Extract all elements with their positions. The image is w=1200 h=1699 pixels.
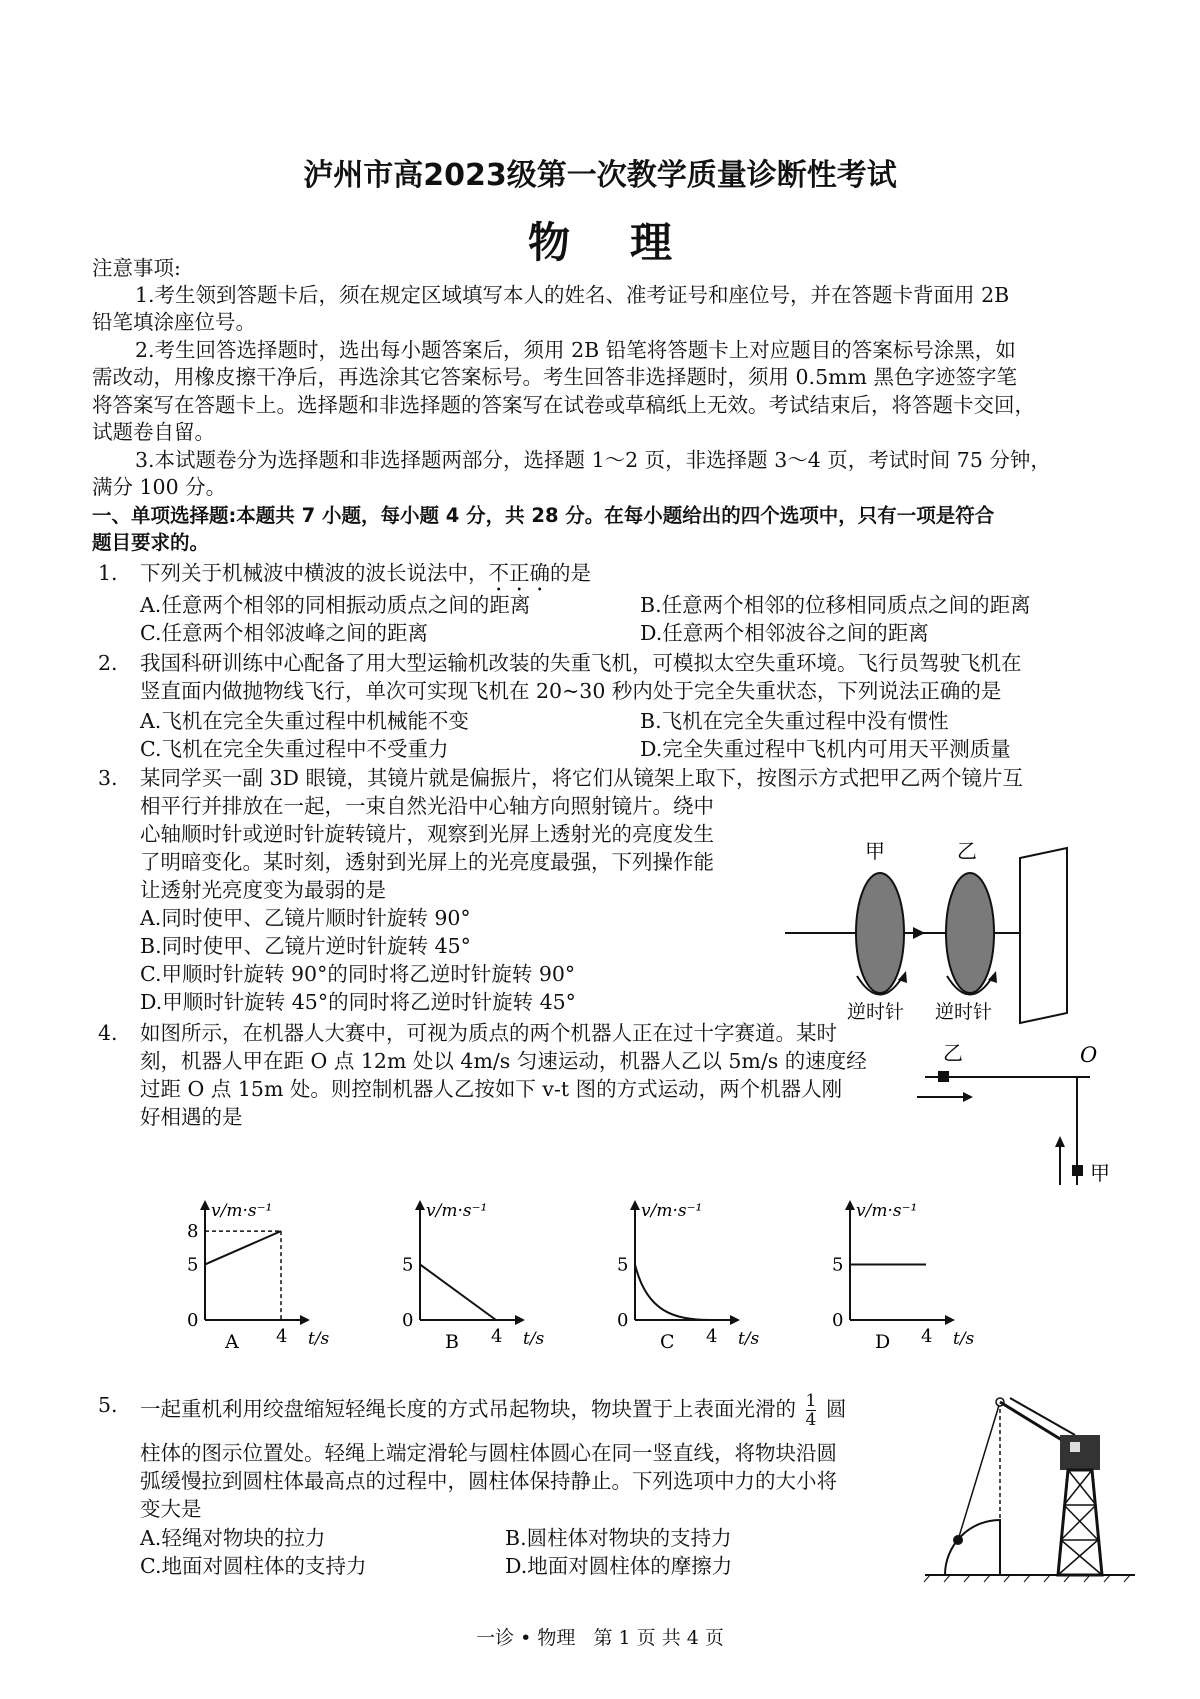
series-line <box>205 1231 281 1264</box>
x-tick-label: 4 <box>706 1326 718 1347</box>
x-tick-label: 4 <box>491 1326 503 1347</box>
y-tick-label: 8 <box>187 1221 199 1243</box>
q1-option-b: B.任意两个相邻的位移相同质点之间的距离 <box>640 593 1031 617</box>
fig-label-jia: 甲 <box>865 839 885 863</box>
vt-chart-d <box>820 1200 975 1350</box>
q4-line3: 过距 O 点 15m 处。则控制机器人乙按如下 v-t 图的方式运动，两个机器人刚 <box>140 1077 843 1101</box>
notice-item2-line2: 需改动，用橡皮擦干净后，再选涂其它答案标号。考生回答非选择题时，须用 0.5mm 黑色字迹签字笔 <box>92 365 1018 389</box>
q3-line2: 相平行并排放在一起，一束自然光沿中心轴方向照射镜片。绕中 <box>140 794 714 818</box>
q2-option-a: A.飞机在完全失重过程中机械能不变 <box>140 709 469 733</box>
robot-yi <box>938 1071 949 1082</box>
q5-option-d: D.地面对圆柱体的摩擦力 <box>505 1554 733 1578</box>
light-arrow <box>913 927 925 939</box>
q4-line2: 刻，机器人甲在距 O 点 12m 处以 4m/s 匀速运动，机器人乙以 5m/s 的速度经 <box>140 1049 867 1073</box>
y-axis-label: v/m·s⁻¹ <box>426 1201 488 1221</box>
fig-label-ccw-jia: 逆时针 <box>847 1001 905 1023</box>
subject-title: 物理 <box>527 218 732 267</box>
y-axis-label: v/m·s⁻¹ <box>641 1201 703 1221</box>
vt-chart-a <box>175 1200 330 1350</box>
cab-window <box>1070 1442 1080 1452</box>
q3-option-a: A.同时使甲、乙镜片顺时针旋转 90° <box>140 906 471 930</box>
x-axis-arrowhead <box>945 1315 955 1325</box>
q2-line2: 竖直面内做抛物线飞行，单次可实现飞机在 20~30 秒内处于完全失重状态，下列说法正确的是 <box>140 679 1002 703</box>
fig4-label-o: O <box>1080 1043 1098 1067</box>
notice-item3-line2: 满分 100 分。 <box>92 475 227 499</box>
q3-option-d: D.甲顺时针旋转 45°的同时将乙逆时针旋转 45° <box>140 990 576 1014</box>
rope <box>958 1402 1000 1540</box>
y-tick-label: 5 <box>402 1254 414 1276</box>
q3-line3: 心轴顺时针或逆时针旋转镜片，观察到光屏上透射光的亮度发生 <box>140 822 714 846</box>
q5-option-b: B.圆柱体对物块的支持力 <box>505 1526 732 1550</box>
chart-option-label: A <box>225 1331 239 1350</box>
lens-jia <box>856 873 904 993</box>
y-axis-arrowhead <box>200 1200 210 1210</box>
q4-line4: 好相遇的是 <box>140 1105 243 1129</box>
q3-option-c: C.甲顺时针旋转 90°的同时将乙逆时针旋转 90° <box>140 962 576 986</box>
q5-line3: 弧缓慢拉到圆柱体最高点的过程中，圆柱体保持静止。下列选项中力的大小将 <box>140 1469 837 1493</box>
page-footer: 一诊 • 物理 第 1 页 共 4 页 <box>476 1627 724 1649</box>
q5-number: 5. <box>98 1393 118 1417</box>
q4-line1: 如图所示，在机器人大赛中，可视为质点的两个机器人正在过十字赛道。某时 <box>140 1021 837 1045</box>
q1-stem <box>140 560 591 596</box>
series-line <box>420 1264 496 1320</box>
x-tick-label: 4 <box>921 1326 933 1347</box>
q1-option-c: C.任意两个相邻波峰之间的距离 <box>140 621 428 645</box>
q2-line1: 我国科研训练中心配备了用大型运输机改装的失重飞机，可模拟太空失重环境。飞行员驾驶飞机在 <box>140 651 1022 675</box>
chart-option-label: C <box>660 1331 675 1350</box>
y-tick-label: 0 <box>402 1310 414 1331</box>
quarter-cylinder <box>945 1520 1000 1575</box>
q2-option-b: B.飞机在完全失重过程中没有惯性 <box>640 709 949 733</box>
x-axis-arrowhead <box>730 1315 740 1325</box>
fraction-numerator: 1 <box>805 1391 817 1411</box>
notice-item1-line2: 铅笔填涂座位号。 <box>92 310 256 334</box>
x-axis-label: t/s <box>523 1329 545 1349</box>
y-axis-label: v/m·s⁻¹ <box>211 1201 273 1221</box>
q3-line4: 了明暗变化。某时刻，透射到光屏上的光亮度最强，下列操作能 <box>140 850 714 874</box>
q1-option-a: A.任意两个相邻的同相振动质点之间的距离 <box>140 593 531 617</box>
jia-velocity-arrowhead <box>1055 1136 1065 1147</box>
y-axis-arrowhead <box>415 1200 425 1210</box>
y-axis-arrowhead <box>845 1200 855 1210</box>
notice-item2-line3: 将答案写在答题卡上。选择题和非选择题的答案写在试卷或草稿纸上无效。考试结束后，将答题卡交回， <box>92 393 1035 417</box>
section1-heading-line2: 题目要求的。 <box>92 531 210 554</box>
y-axis-arrowhead <box>630 1200 640 1210</box>
light-screen <box>1020 848 1067 1023</box>
series-line <box>635 1264 711 1320</box>
notice-item3-line1: 3.本试题卷分为选择题和非选择题两部分，选择题 1～2 页，非选择题 3～4 页，考试时间 75 分钟， <box>135 448 1051 472</box>
q2-option-c: C.飞机在完全失重过程中不受重力 <box>140 737 449 761</box>
crossroad-figure <box>905 1040 1125 1190</box>
notice-heading: 注意事项: <box>92 256 181 280</box>
q3-line5: 让透射光亮度变为最弱的是 <box>140 878 386 902</box>
q5-option-a: A.轻绳对物块的拉力 <box>140 1526 326 1550</box>
notice-item2-line1: 2.考生回答选择题时，选出每小题答案后，须用 2B 铅笔将答题卡上对应题目的答案标号涂黑，如 <box>135 338 1016 362</box>
q3-number: 3. <box>98 766 118 790</box>
yi-velocity-arrowhead <box>963 1092 973 1102</box>
fig-label-yi: 乙 <box>957 839 977 863</box>
q3-line1: 某同学买一副 3D 眼镜，其镜片就是偏振片，将它们从镜架上取下，按图示方式把甲乙两个镜片互 <box>140 766 1024 790</box>
fraction-denominator: 4 <box>805 1410 817 1430</box>
q2-number: 2. <box>98 651 118 675</box>
notice-item1-line1: 1.考生领到答题卡后，须在规定区域填写本人的姓名、准考证号和座位号，并在答题卡背面用 2B <box>135 283 1010 307</box>
y-tick-label: 5 <box>617 1254 629 1276</box>
q1-stem-part2: 的是 <box>550 561 591 585</box>
q1-stem-part1: 下列关于机械波中横波的波长说法中， <box>140 561 489 585</box>
fig4-label-jia: 甲 <box>1090 1161 1110 1185</box>
y-tick-label: 0 <box>617 1310 629 1331</box>
x-axis-label: t/s <box>738 1329 760 1349</box>
x-axis-arrowhead <box>300 1315 310 1325</box>
vt-chart-b <box>390 1200 545 1350</box>
q5-option-c: C.地面对圆柱体的支持力 <box>140 1554 367 1578</box>
polarizer-figure <box>785 838 1125 1028</box>
y-axis-label: v/m·s⁻¹ <box>856 1201 918 1221</box>
q1-stem-emphasis: 不正确 <box>488 561 550 585</box>
q5-line4: 变大是 <box>140 1497 202 1521</box>
lens-yi <box>946 873 994 993</box>
fig4-label-yi: 乙 <box>943 1041 963 1065</box>
q1-option-d: D.任意两个相邻波谷之间的距离 <box>640 621 929 645</box>
notice-item2-line4: 试题卷自留。 <box>92 420 215 444</box>
q5-line1-text: 一起重机利用绞盘缩短轻绳长度的方式吊起物块，物块置于上表面光滑的 <box>140 1397 796 1421</box>
section1-heading-line1: 一、单项选择题:本题共 7 小题，每小题 4 分，共 28 分。在每小题给出的四个选项中，只有一项是符合 <box>92 504 995 527</box>
chart-option-label: D <box>875 1331 891 1350</box>
robot-jia <box>1072 1165 1083 1176</box>
q3-option-b: B.同时使甲、乙镜片逆时针旋转 45° <box>140 934 471 958</box>
y-tick-label: 0 <box>832 1310 844 1331</box>
q2-option-d: D.完全失重过程中飞机内可用天平测质量 <box>640 737 1011 761</box>
x-axis-label: t/s <box>308 1329 330 1349</box>
vt-chart-c <box>605 1200 760 1350</box>
q5-line1-end: 圆 <box>825 1397 847 1421</box>
fig-label-ccw-yi: 逆时针 <box>935 1001 993 1023</box>
crane-boom <box>1000 1402 1070 1445</box>
tower-lattice <box>1058 1470 1102 1575</box>
chart-option-label: B <box>445 1331 459 1350</box>
quarter-fraction <box>806 1392 817 1429</box>
y-tick-label: 5 <box>187 1254 199 1276</box>
x-axis-label: t/s <box>953 1329 975 1349</box>
q5-line2: 柱体的图示位置处。轻绳上端定滑轮与圆柱体圆心在同一竖直线，将物块沿圆 <box>140 1441 837 1465</box>
q5-line1 <box>140 1392 846 1429</box>
y-tick-label: 5 <box>832 1254 844 1276</box>
x-tick-label: 4 <box>276 1326 288 1347</box>
x-axis-arrowhead <box>515 1315 525 1325</box>
crane-figure <box>920 1390 1140 1590</box>
q4-number: 4. <box>98 1021 118 1045</box>
q1-number: 1. <box>98 561 118 585</box>
y-tick-label: 0 <box>187 1310 199 1331</box>
exam-title: 泸州市高2023级第一次教学质量诊断性考试 <box>303 158 897 193</box>
crane-cab <box>1060 1435 1100 1470</box>
